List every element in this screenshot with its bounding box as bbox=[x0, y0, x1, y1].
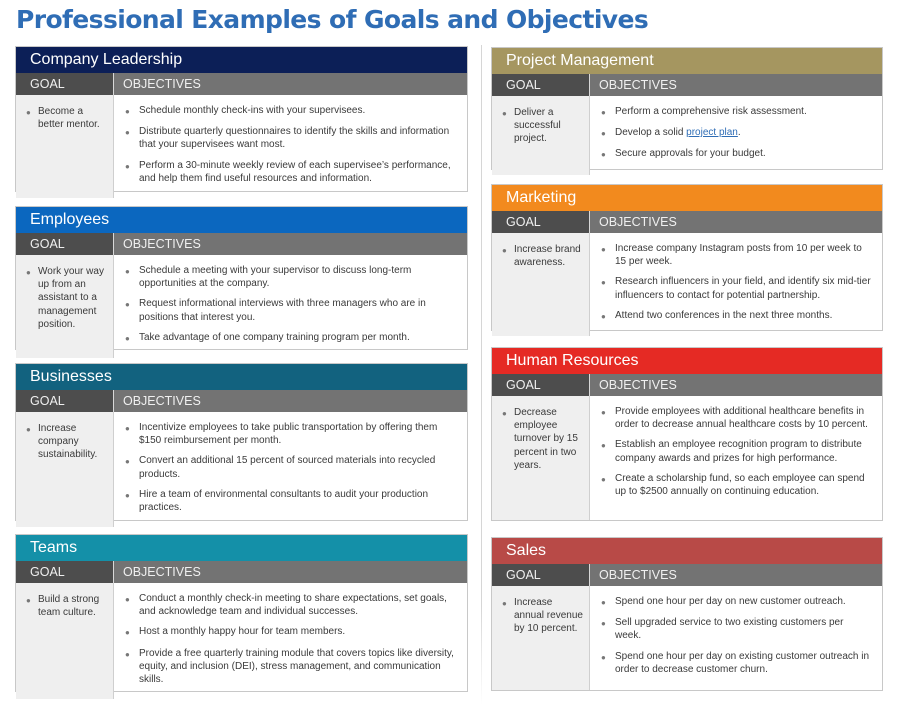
objective-item: ● Convert an additional 15 percent of sourced materials into recycled products. bbox=[125, 455, 436, 480]
bullet-icon: ● bbox=[125, 490, 130, 500]
objectives-cell bbox=[590, 233, 882, 336]
bullet-icon: ● bbox=[502, 409, 507, 418]
goal-header: GOAL bbox=[492, 564, 590, 586]
objective-item: ● Conduct a monthly check-in meeting to share expectations, set goals, and acknowledge team and individual successes. bbox=[125, 593, 447, 618]
goal-cell bbox=[16, 412, 114, 527]
objectives-header: OBJECTIVES bbox=[590, 374, 882, 396]
objectives-cell bbox=[114, 95, 467, 198]
objective-item: ● Attend two conferences in the next three months. bbox=[600, 309, 872, 323]
objective-item: ● Provide a free quarterly training module that covers topics like diversity, equity, and inclusion (DEI), stress management, and communication skills. bbox=[125, 647, 454, 686]
goal-header: GOAL bbox=[16, 233, 114, 255]
goal-text: Increase annual revenue by 10 percent. bbox=[514, 597, 583, 635]
bullet-icon: ● bbox=[26, 425, 31, 434]
objective-item: ● Distribute quarterly questionnaires to identify the skills and information that your supervisees want most. bbox=[125, 126, 450, 151]
goal-text: Deliver a successful project. bbox=[514, 107, 561, 145]
card-company-leadership bbox=[15, 46, 468, 192]
goal-text: Increase company sustainability. bbox=[38, 423, 98, 461]
card-title: Teams bbox=[16, 535, 467, 561]
objectives-header: OBJECTIVES bbox=[114, 73, 467, 95]
objective-item: ● Schedule a meeting with your supervisor to discuss long-term opportunities at the company. bbox=[125, 265, 412, 290]
bullet-icon: ● bbox=[125, 128, 130, 138]
objective-item: ● Incentivize employees to take public transportation by offering them $150 reimbursement per month. bbox=[125, 422, 438, 447]
bullet-icon: ● bbox=[601, 619, 606, 629]
goal-header: GOAL bbox=[492, 211, 590, 233]
bullet-icon: ● bbox=[125, 161, 130, 171]
goal-header: GOAL bbox=[16, 390, 114, 412]
card-marketing bbox=[491, 184, 883, 331]
objective-item: ● Increase company Instagram posts from 10 per week to 15 per week. bbox=[601, 243, 862, 268]
goal-header: GOAL bbox=[16, 561, 114, 583]
bullet-icon: ● bbox=[26, 596, 31, 605]
goal-text: Build a strong team culture. bbox=[38, 594, 100, 619]
card-header-row bbox=[492, 564, 882, 586]
bullet-icon: ● bbox=[601, 598, 606, 607]
card-sales bbox=[491, 537, 883, 691]
card-title: Employees bbox=[16, 207, 467, 233]
card-title: Sales bbox=[492, 538, 882, 564]
card-title: Project Management bbox=[492, 48, 882, 74]
card-header-row bbox=[492, 74, 882, 96]
objectives-header: OBJECTIVES bbox=[590, 74, 882, 96]
bullet-icon: ● bbox=[125, 300, 130, 310]
objective-item: ● Perform a comprehensive risk assessment. bbox=[600, 105, 872, 119]
bullet-icon: ● bbox=[601, 129, 606, 139]
goal-cell bbox=[492, 586, 590, 690]
bullet-icon: ● bbox=[601, 108, 606, 117]
bullet-icon: ● bbox=[125, 107, 130, 116]
card-header-row bbox=[16, 390, 467, 412]
bullet-icon: ● bbox=[601, 150, 606, 160]
objective-item: ● Spend one hour per day on existing customer outreach in order to decrease customer churn. bbox=[601, 650, 870, 675]
objectives-cell bbox=[114, 583, 467, 699]
goal-cell bbox=[16, 583, 114, 699]
goal-header: GOAL bbox=[492, 74, 590, 96]
objective-item: ● Provide employees with additional healthcare benefits in order to decrease annual healthcare costs by 10 percent. bbox=[601, 406, 868, 431]
bullet-icon: ● bbox=[125, 267, 130, 276]
objectives-header: OBJECTIVES bbox=[114, 233, 467, 255]
goal-text: Become a better mentor. bbox=[38, 106, 100, 131]
goal-header: GOAL bbox=[492, 374, 590, 396]
objective-item: ● Take advantage of one company training program per month. bbox=[124, 331, 457, 345]
card-title: Company Leadership bbox=[16, 47, 467, 73]
objectives-header: OBJECTIVES bbox=[114, 561, 467, 583]
objective-item: ● Hire a team of environmental consultants to audit your production practices. bbox=[125, 488, 429, 514]
card-title: Businesses bbox=[16, 364, 467, 390]
bullet-icon: ● bbox=[601, 278, 606, 288]
objective-item: ● Secure approvals for your budget. bbox=[600, 147, 872, 161]
card-human-resources bbox=[491, 347, 883, 521]
card-header-row bbox=[16, 561, 467, 583]
objective-item: ● Perform a 30-minute weekly review of each supervisee’s performance, and help them find useful resources and information. bbox=[125, 159, 451, 184]
bullet-icon: ● bbox=[26, 108, 31, 117]
bullet-icon: ● bbox=[125, 333, 130, 343]
bullet-icon: ● bbox=[502, 599, 507, 608]
objectives-header: OBJECTIVES bbox=[114, 390, 467, 412]
page-title: Professional Examples of Goals and Objectives bbox=[16, 5, 649, 34]
goal-cell bbox=[492, 233, 590, 336]
objective-item: ● Develop a solid project plan. bbox=[600, 126, 872, 140]
bullet-icon: ● bbox=[601, 441, 606, 451]
bullet-icon: ● bbox=[601, 245, 606, 254]
card-title: Human Resources bbox=[492, 348, 882, 374]
card-project-management bbox=[491, 47, 883, 170]
bullet-icon: ● bbox=[125, 424, 130, 433]
bullet-icon: ● bbox=[502, 246, 507, 255]
objective-item: ● Research influencers in your field, and identify six mid-tier influencers to contact for potential partnership. bbox=[601, 276, 871, 301]
objectives-cell bbox=[590, 586, 882, 690]
card-businesses bbox=[15, 363, 468, 521]
goal-header: GOAL bbox=[16, 73, 114, 95]
card-header-row bbox=[492, 374, 882, 396]
card-teams bbox=[15, 534, 468, 692]
goal-text: Decrease employee turnover by 15 percent in two years. bbox=[514, 407, 578, 471]
goal-cell bbox=[16, 255, 114, 358]
bullet-icon: ● bbox=[601, 652, 606, 662]
objectives-cell bbox=[114, 412, 467, 527]
objective-item: ● Request informational interviews with three managers who are in positions that interest you. bbox=[125, 298, 426, 323]
bullet-icon: ● bbox=[601, 408, 606, 417]
card-header-row bbox=[16, 233, 467, 255]
card-title: Marketing bbox=[492, 185, 882, 211]
bullet-icon: ● bbox=[502, 109, 507, 118]
objectives-cell bbox=[590, 396, 882, 520]
card-header-row bbox=[492, 211, 882, 233]
column-divider bbox=[481, 45, 482, 705]
goal-text: Increase brand awareness. bbox=[514, 244, 581, 269]
goal-text: Work your way up from an assistant to a management position. bbox=[38, 266, 104, 330]
card-header-row bbox=[16, 73, 467, 95]
card-employees bbox=[15, 206, 468, 350]
bullet-icon: ● bbox=[125, 595, 130, 604]
objective-item: ● Sell upgraded service to two existing customers per week. bbox=[601, 617, 844, 642]
bullet-icon: ● bbox=[601, 474, 606, 484]
objectives-header: OBJECTIVES bbox=[590, 564, 882, 586]
objective-item: ● Schedule monthly check-ins with your supervisees. bbox=[124, 104, 457, 118]
bullet-icon: ● bbox=[125, 457, 130, 467]
bullet-icon: ● bbox=[601, 311, 606, 321]
bullet-icon: ● bbox=[125, 628, 130, 638]
objectives-cell bbox=[590, 96, 882, 175]
objective-item: ● Host a monthly happy hour for team members. bbox=[124, 625, 457, 639]
objective-item: ● Establish an employee recognition program to distribute company awards and prizes for high performance. bbox=[601, 439, 862, 464]
objective-item: ● Create a scholarship fund, so each employee can spend up to $2500 annually on continuing education. bbox=[601, 472, 865, 498]
project-plan-link[interactable]: project plan bbox=[686, 127, 738, 139]
objectives-cell bbox=[114, 255, 467, 358]
objectives-header: OBJECTIVES bbox=[590, 211, 882, 233]
bullet-icon: ● bbox=[125, 649, 130, 659]
objective-item: ● Spend one hour per day on new customer outreach. bbox=[600, 595, 872, 609]
goal-cell bbox=[492, 96, 590, 175]
bullet-icon: ● bbox=[26, 268, 31, 277]
goal-cell bbox=[16, 95, 114, 198]
goal-cell bbox=[492, 396, 590, 520]
